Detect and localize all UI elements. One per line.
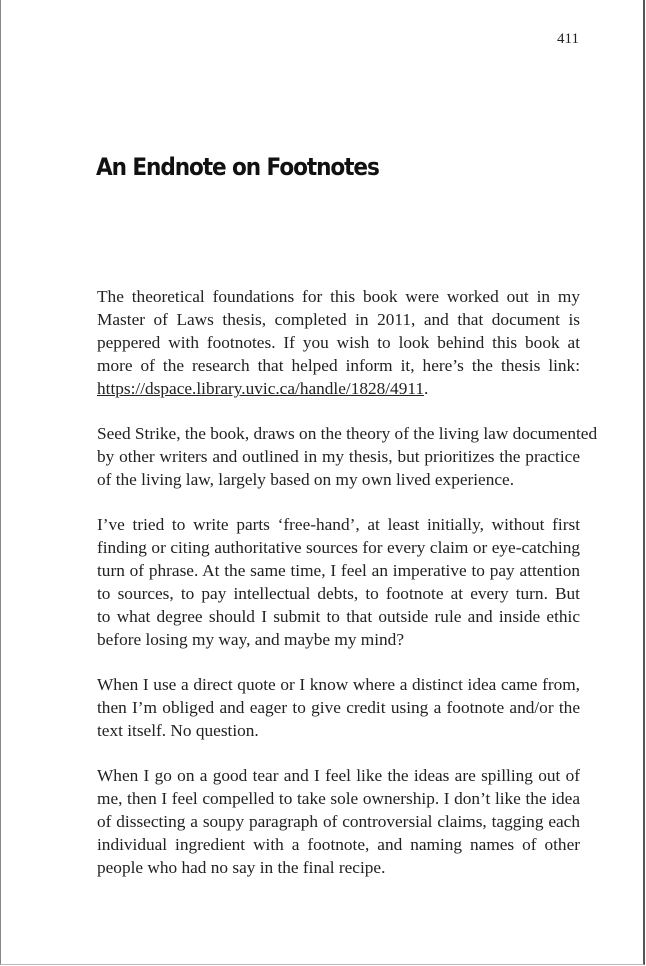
text-line: Master of Laws thesis, completed in 2011, and that document is bbox=[97, 310, 580, 329]
text-line: more of the research that helped inform it, here’s the thesis link: bbox=[97, 356, 580, 375]
paragraph bbox=[97, 422, 598, 491]
text-line: individual ingredient with a footnote, and naming names of other bbox=[97, 835, 580, 854]
page-number: 411 bbox=[557, 31, 579, 47]
paragraph bbox=[97, 673, 580, 742]
text-line: to sources, to pay intellectual debts, to footnote at every turn. But bbox=[97, 584, 580, 603]
text-line: before losing my way, and maybe my mind? bbox=[97, 630, 404, 649]
thesis-link[interactable]: https://dspace.library.uvic.ca/handle/1828/4911 bbox=[97, 379, 424, 398]
text-line: turn of phrase. At the same time, I feel an imperative to pay attention bbox=[97, 561, 580, 580]
paragraph bbox=[97, 285, 580, 400]
text-line: people who had no say in the final recipe. bbox=[97, 858, 386, 877]
text-line: then I’m obliged and eager to give credit using a footnote and/or the bbox=[97, 698, 580, 717]
text-line: I’ve tried to write parts ‘free-hand’, at least initially, without first bbox=[97, 515, 580, 534]
text-line: to what degree should I submit to that outside rule and inside ethic bbox=[97, 607, 580, 626]
text-line: When I go on a good tear and I feel like the ideas are spilling out of bbox=[97, 766, 580, 785]
text-line: by other writers and outlined in my thesis, but prioritizes the practice bbox=[97, 447, 580, 466]
text-line: peppered with footnotes. If you wish to look behind this book at bbox=[97, 333, 580, 352]
text-line: finding or citing authoritative sources for every claim or eye-catching bbox=[97, 538, 580, 557]
text-line: me, then I feel compelled to take sole ownership. I don’t like the idea bbox=[97, 789, 580, 808]
text-line bbox=[97, 377, 580, 400]
text-line: When I use a direct quote or I know where a distinct idea came from, bbox=[97, 675, 580, 694]
text-line: of the living law, largely based on my own lived experience. bbox=[97, 470, 515, 489]
link-suffix: . bbox=[423, 379, 429, 398]
text-line: text itself. No question. bbox=[97, 721, 259, 740]
text-line: Seed Strike, the book, draws on the theory of the living law documented bbox=[97, 424, 598, 443]
text-line: The theoretical foundations for this book were worked out in my bbox=[97, 287, 580, 306]
body-text bbox=[97, 285, 598, 901]
paragraph bbox=[97, 513, 580, 651]
chapter-title: An Endnote on Footnotes bbox=[96, 153, 379, 181]
paragraph bbox=[97, 764, 580, 879]
text-line: of dissecting a soupy paragraph of controversial claims, tagging each bbox=[97, 812, 580, 831]
